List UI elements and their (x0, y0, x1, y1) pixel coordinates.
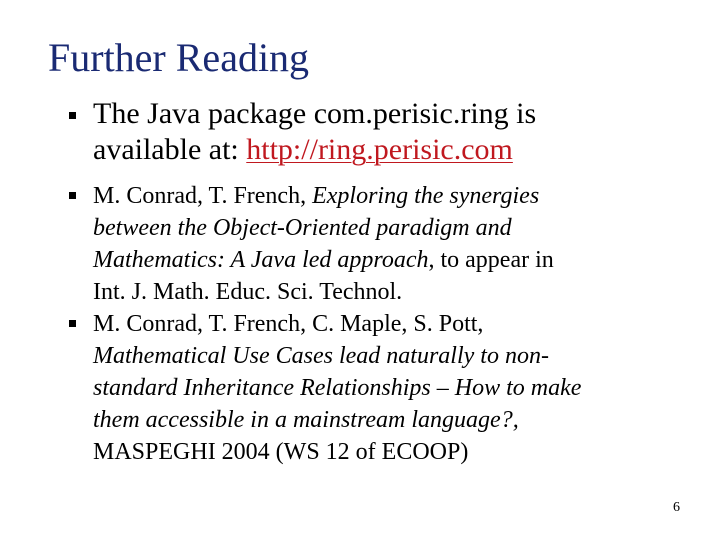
bullet-text (93, 308, 693, 468)
square-bullet-icon (69, 320, 76, 327)
bullet-text (93, 180, 693, 308)
square-bullet-icon (69, 112, 76, 119)
text-line (93, 212, 693, 244)
text-line (93, 404, 693, 436)
text-fragment: available at: (93, 133, 247, 166)
text-line: MASPEGHI 2004 (WS 12 of ECOOP) (93, 439, 469, 465)
paper-title-text: Exploring the synergies (312, 183, 540, 209)
text-line: Int. J. Math. Educ. Sci. Technol. (93, 279, 403, 305)
slide-title: Further Reading (48, 35, 310, 80)
text-line (93, 244, 693, 276)
text-line (93, 132, 693, 168)
paper-title-text: Mathematical Use Cases lead naturally to non- (93, 343, 549, 369)
page-number: 6 (673, 500, 680, 515)
venue-text: , to appear in (428, 247, 554, 273)
authors-text: M. Conrad, T. French, (93, 183, 313, 209)
bullet-text (93, 96, 693, 168)
paper-title-text: them accessible in a mainstream language?, (93, 407, 519, 433)
text-line: M. Conrad, T. French, C. Maple, S. Pott, (93, 311, 484, 337)
text-line (93, 372, 693, 404)
ring-perisic-link[interactable]: http://ring.perisic.com (246, 133, 513, 166)
paper-title-text: standard Inheritance Relationships – How to make (93, 375, 582, 401)
paper-title-text: Mathematics: A Java led approach (93, 247, 429, 273)
paper-title-text: between the Object-Oriented paradigm and (93, 215, 512, 241)
text-line: The Java package com.perisic.ring is (93, 97, 537, 130)
square-bullet-icon (69, 192, 76, 199)
text-line (93, 180, 693, 212)
text-line (93, 340, 693, 372)
